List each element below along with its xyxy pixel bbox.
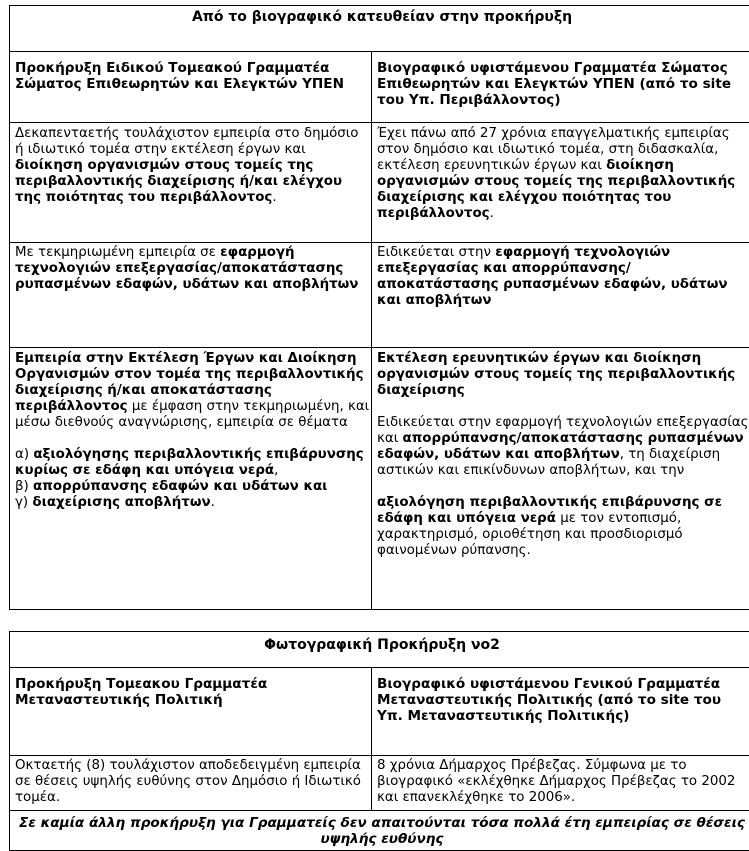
text: Ειδικεύεται στην εφαρμογή τεχνολογιών επεξεργασίας και	[377, 415, 749, 446]
header-right: Βιογραφικό υφιστάμενου Γραμματέα Σώματος Επιθεωρητών και Ελεγκτών ΥΠΕΝ (από το site του Υπ. Περιβάλλοντος)	[372, 52, 749, 123]
table-title: Φωτογραφική Προκήρυξη νο2	[10, 632, 749, 668]
bold-text: Εμπειρία στην Εκτέλεση Έργων και Διοίκηση Οργανισμών στον τομέα της περιβαλλοντικής διαχείρισης ή/και αποκατάστασης περιβάλλοντος	[15, 351, 364, 414]
header-left: Προκήρυξη Ειδικού Τομεακού Γραμματέα Σώματος Επιθεωρητών και Ελεγκτών ΥΠΕΝ	[10, 52, 372, 123]
bold-text: Εκτέλεση ερευνητικών έργων και διοίκηση οργανισμών στους τομείς της περιβαλλοντικής διαχείρισης	[377, 351, 735, 398]
table-title: Από το βιογραφικό κατευθείαν στην προκήρυξη	[10, 6, 749, 52]
footer-note: Σε καμία άλλη προκήρυξη για Γραμματείς δεν απαιτούνται τόσα πολλά έτη εμπειρίας σε θέσεις υψηλής ευθύνης	[10, 811, 749, 851]
text: .	[272, 190, 276, 205]
bold-text: απορρύπανσης/αποκατάστασης ρυπασμένων εδαφών, υδάτων και αποβλήτων	[377, 431, 744, 462]
row2-right-cell	[372, 243, 749, 348]
row2-left-cell	[10, 243, 372, 348]
text: Ειδικεύεται στην	[377, 245, 495, 260]
text: Με τεκμηριωμένη εμπειρία σε	[15, 245, 220, 260]
row1-left-cell	[10, 123, 372, 243]
header-left: Προκήρυξη Τομεακου Γραμματέα Μεταναστευτικής Πολιτική	[10, 668, 372, 756]
list-marker: β)	[15, 479, 33, 494]
bold-text: αξιολόγηση περιβαλλοντικής επιβάρυνσης σε εδάφη και υπόγεια νερά	[377, 495, 722, 526]
text: ,	[274, 463, 278, 478]
bold-text: διοίκηση οργανισμών στους τομείς της περιβαλλοντικής διαχείρισης και ελέγχου ποιότητας του περιβάλλοντος	[377, 158, 735, 221]
text: με έμφαση στην τεκμηριωμένη, και μέσω διεθνούς αναγνώρισης, εμπειρία σε θέματα	[15, 399, 369, 430]
list-marker: γ)	[15, 495, 32, 510]
text: με τον εντοπισμό, χαρακτηρισμό, οριοθέτηση και προσδιορισμό φαινομένων ρύπανσης.	[377, 511, 683, 558]
text: Έχει πάνω από 27 χρόνια επαγγελματικής εμπειρίας στον δημόσιο και ιδιωτικό τομέα, στη διδασκαλία, εκτέλεση ερευνητικών έργων και	[377, 126, 730, 173]
comparison-table-migration	[9, 631, 749, 851]
text: .	[211, 495, 215, 510]
row3-left-cell	[10, 348, 372, 610]
text: , τη διαχείριση αστικών και επικίνδυνων αποβλήτων, και την	[377, 447, 720, 478]
bold-text: απορρύπανσης εδαφών και υδάτων και	[33, 479, 327, 494]
comparison-table-environment	[9, 5, 749, 610]
bold-text: διαχείρισης αποβλήτων	[32, 495, 210, 510]
row1-left-cell: Οκταετής (8) τουλάχιστον αποδεδειγμένη εμπειρία σε θέσεις υψηλής ευθύνης στον Δημόσιο ή Ιδιωτικό τομέα.	[10, 756, 372, 811]
list-marker: α)	[15, 447, 33, 462]
row1-right-cell: 8 χρόνια Δήμαρχος Πρέβεζας. Σύμφωνα με το βιογραφικό «εκλέχθηκε Δήμαρχος Πρέβεζας το 2002 και επανεκλέχθηκε το 2006».	[372, 756, 749, 811]
header-right: Βιογραφικό υφιστάμενου Γενικού Γραμματέα Μεταναστευτικής Πολιτικής (από το site του Υπ. Μεταναστευτικής Πολιτικής)	[372, 668, 749, 756]
bold-text: εφαρμογή τεχνολογιών επεξεργασίας και απορρύπανσης/αποκατάστασης ρυπασμένων εδαφών, υδάτων και αποβλήτων	[377, 245, 727, 308]
text: Δεκαπενταετής τουλάχιστον εμπειρία στο δημόσιο ή ιδιωτικό τομέα στην εκτέλεση έργων και	[15, 126, 359, 157]
row3-right-cell	[372, 348, 749, 610]
bold-text: εφαρμογή τεχνολογιών επεξεργασίας/αποκατάστασης ρυπασμένων εδαφών, υδάτων και αποβλήτων	[15, 245, 358, 292]
row1-right-cell	[372, 123, 749, 243]
bold-text: διοίκηση οργανισμών στους τομείς της περιβαλλοντικής διαχείρισης ή/και ελέγχου της ποιότητας του περιβάλλοντος	[15, 158, 342, 205]
text: .	[490, 206, 494, 221]
bold-text: αξιολόγησης περιβαλλοντικής επιβάρυνσης κυρίως σε εδάφη και υπόγεια νερά	[15, 447, 364, 478]
